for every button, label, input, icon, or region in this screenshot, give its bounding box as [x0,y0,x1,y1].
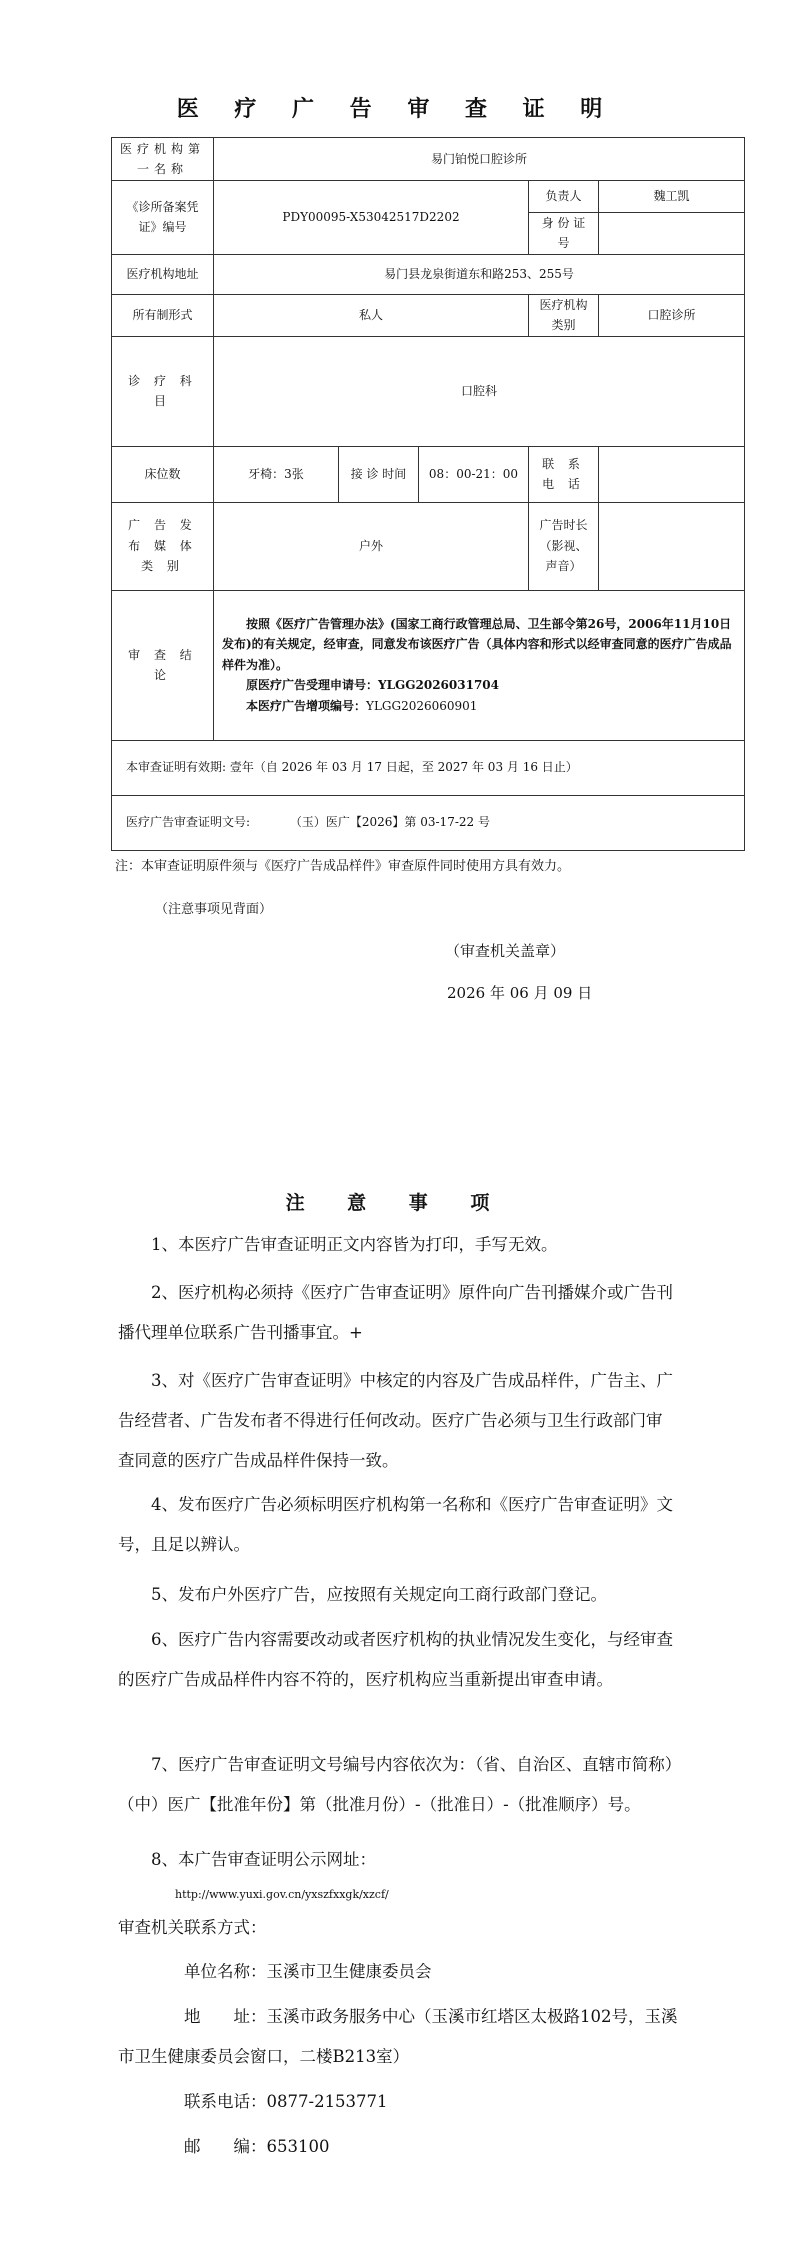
duration-value [599,502,745,590]
category-value: 口腔诊所 [599,294,745,336]
notice-item-7: 7、医疗广告审查证明文号编号内容依次为：（省、自治区、直辖市简称）（中）医广【批准年份】第（批准月份）-（批准日）-（批准顺序）号。 [118,1755,673,1814]
see-back-note: （注意事项见背面） [155,902,273,917]
row-license [112,181,745,213]
validity-text: 本审查证明有效期: 壹年（自 2026 年 03 月 17 日起，至 2027 年 03 月 16 日止） [112,740,745,795]
contact-postcode: 邮 编：653100 [184,2137,330,2156]
hours-label: 接 诊 时间 [339,446,419,502]
doc-number-value: （玉）医广【2026】第 03-17-22 号 [289,815,490,830]
phone-value [599,446,745,502]
contact-unit: 单位名称：玉溪市卫生健康委员会 [184,1962,432,1981]
accept-number: 原医疗广告受理申请号：YLGG2026031704 [246,678,499,693]
notice-item-2: 2、医疗机构必须持《医疗广告审查证明》原件向广告刊播媒介或广告刊播代理单位联系广告刊播事宜。+ [118,1283,673,1342]
beds-value: 牙椅：3张 [214,446,339,502]
ownership-value: 私人 [214,294,529,336]
dept-label: 诊 疗 科 目 [112,336,214,446]
row-beds [112,446,745,502]
phone-label: 联 系 电 话 [529,446,599,502]
contact-phone: 联系电话：0877-2153771 [184,2092,388,2111]
license-value: PDY00095-X53042517D2202 [214,181,529,255]
person-label: 负责人 [529,181,599,213]
person-value: 魏工凯 [599,181,745,213]
category-label: 医疗机构类别 [529,294,599,336]
row-dept [112,336,745,446]
row-validity [112,740,745,795]
document-title: 医 疗 广 告 审 查 证 明 [176,96,617,122]
notice-item-3: 3、对《医疗广告审查证明》中核定的内容及广告成品样件，广告主、广告经营者、广告发布者不得进行任何改动。医疗广告必须与卫生行政部门审查同意的医疗广告成品样件保持一致。 [118,1371,673,1470]
issue-date: 2026 年 06 月 09 日 [447,984,593,1002]
address-label: 医疗机构地址 [112,254,214,294]
row-media [112,502,745,590]
row-ownership [112,294,745,336]
conclusion-cell [214,590,745,740]
row-org-name [112,138,745,181]
notice-heading: 注 意 事 项 [285,1192,508,1214]
dept-value: 口腔科 [214,336,745,446]
row-doc-number [112,795,745,850]
doc-number-cell [112,795,745,850]
org-name-label: 医疗机构第一名称 [112,138,214,181]
ownership-label: 所有制形式 [112,294,214,336]
notice-item-1: 1、本医疗广告审查证明正文内容皆为打印，手写无效。 [151,1235,558,1254]
certificate-table [111,137,745,851]
conclusion-label: 审 查 结 论 [112,590,214,740]
id-label: 身 份 证 号 [529,213,599,255]
notice-item-6: 6、医疗广告内容需要改动或者医疗机构的执业情况发生变化，与经审查的医疗广告成品样件内容不符的，医疗机构应当重新提出审查申请。 [118,1630,673,1689]
hours-value: 08：00-21：00 [419,446,529,502]
row-address [112,254,745,294]
notice-item-5: 5、发布户外医疗广告，应按照有关规定向工商行政部门登记。 [151,1585,607,1604]
id-value [599,213,745,255]
contact-title: 审查机关联系方式： [118,1918,267,1937]
contact-address: 地 址：玉溪市政务服务中心（玉溪市红塔区太极路102号，玉溪市卫生健康委员会窗口，二楼B213室） [118,2007,678,2066]
address-value: 易门县龙泉街道东和路253、255号 [214,254,745,294]
duration-label: 广告时长（影视、声音） [529,502,599,590]
validity-note: 注：本审查证明原件须与《医疗广告成品样件》审查原件同时使用方具有效力。 [115,859,571,874]
archive-number-value: YLGG2026060901 [366,698,478,713]
license-label: 《诊所备案凭证》编号 [112,181,214,255]
media-label: 广 告 发 布 媒 体 类 别 [112,502,214,590]
public-url: http://www.yuxi.gov.cn/yxszfxxgk/xzcf/ [175,1888,389,1901]
row-conclusion [112,590,745,740]
doc-number-label: 医疗广告审查证明文号: [126,815,251,830]
beds-label: 床位数 [112,446,214,502]
archive-number [222,696,736,716]
seal-text: （审查机关盖章） [445,942,566,960]
org-name-value: 易门铂悦口腔诊所 [214,138,745,181]
archive-number-label: 本医疗广告增项编号： [246,698,367,713]
notice-item-8: 8、本广告审查证明公示网址： [151,1850,376,1869]
media-value: 户外 [214,502,529,590]
notice-item-4: 4、发布医疗广告必须标明医疗机构第一名称和《医疗广告审查证明》文号，且足以辨认。 [118,1495,673,1554]
conclusion-text: 按照《医疗广告管理办法》(国家工商行政管理总局、卫生部令第26号，2006年11月10日发布)的有关规定，经审查，同意发布该医疗广告（具体内容和形式以经审查同意的医疗广告成品样件为准）。 [222,617,732,672]
